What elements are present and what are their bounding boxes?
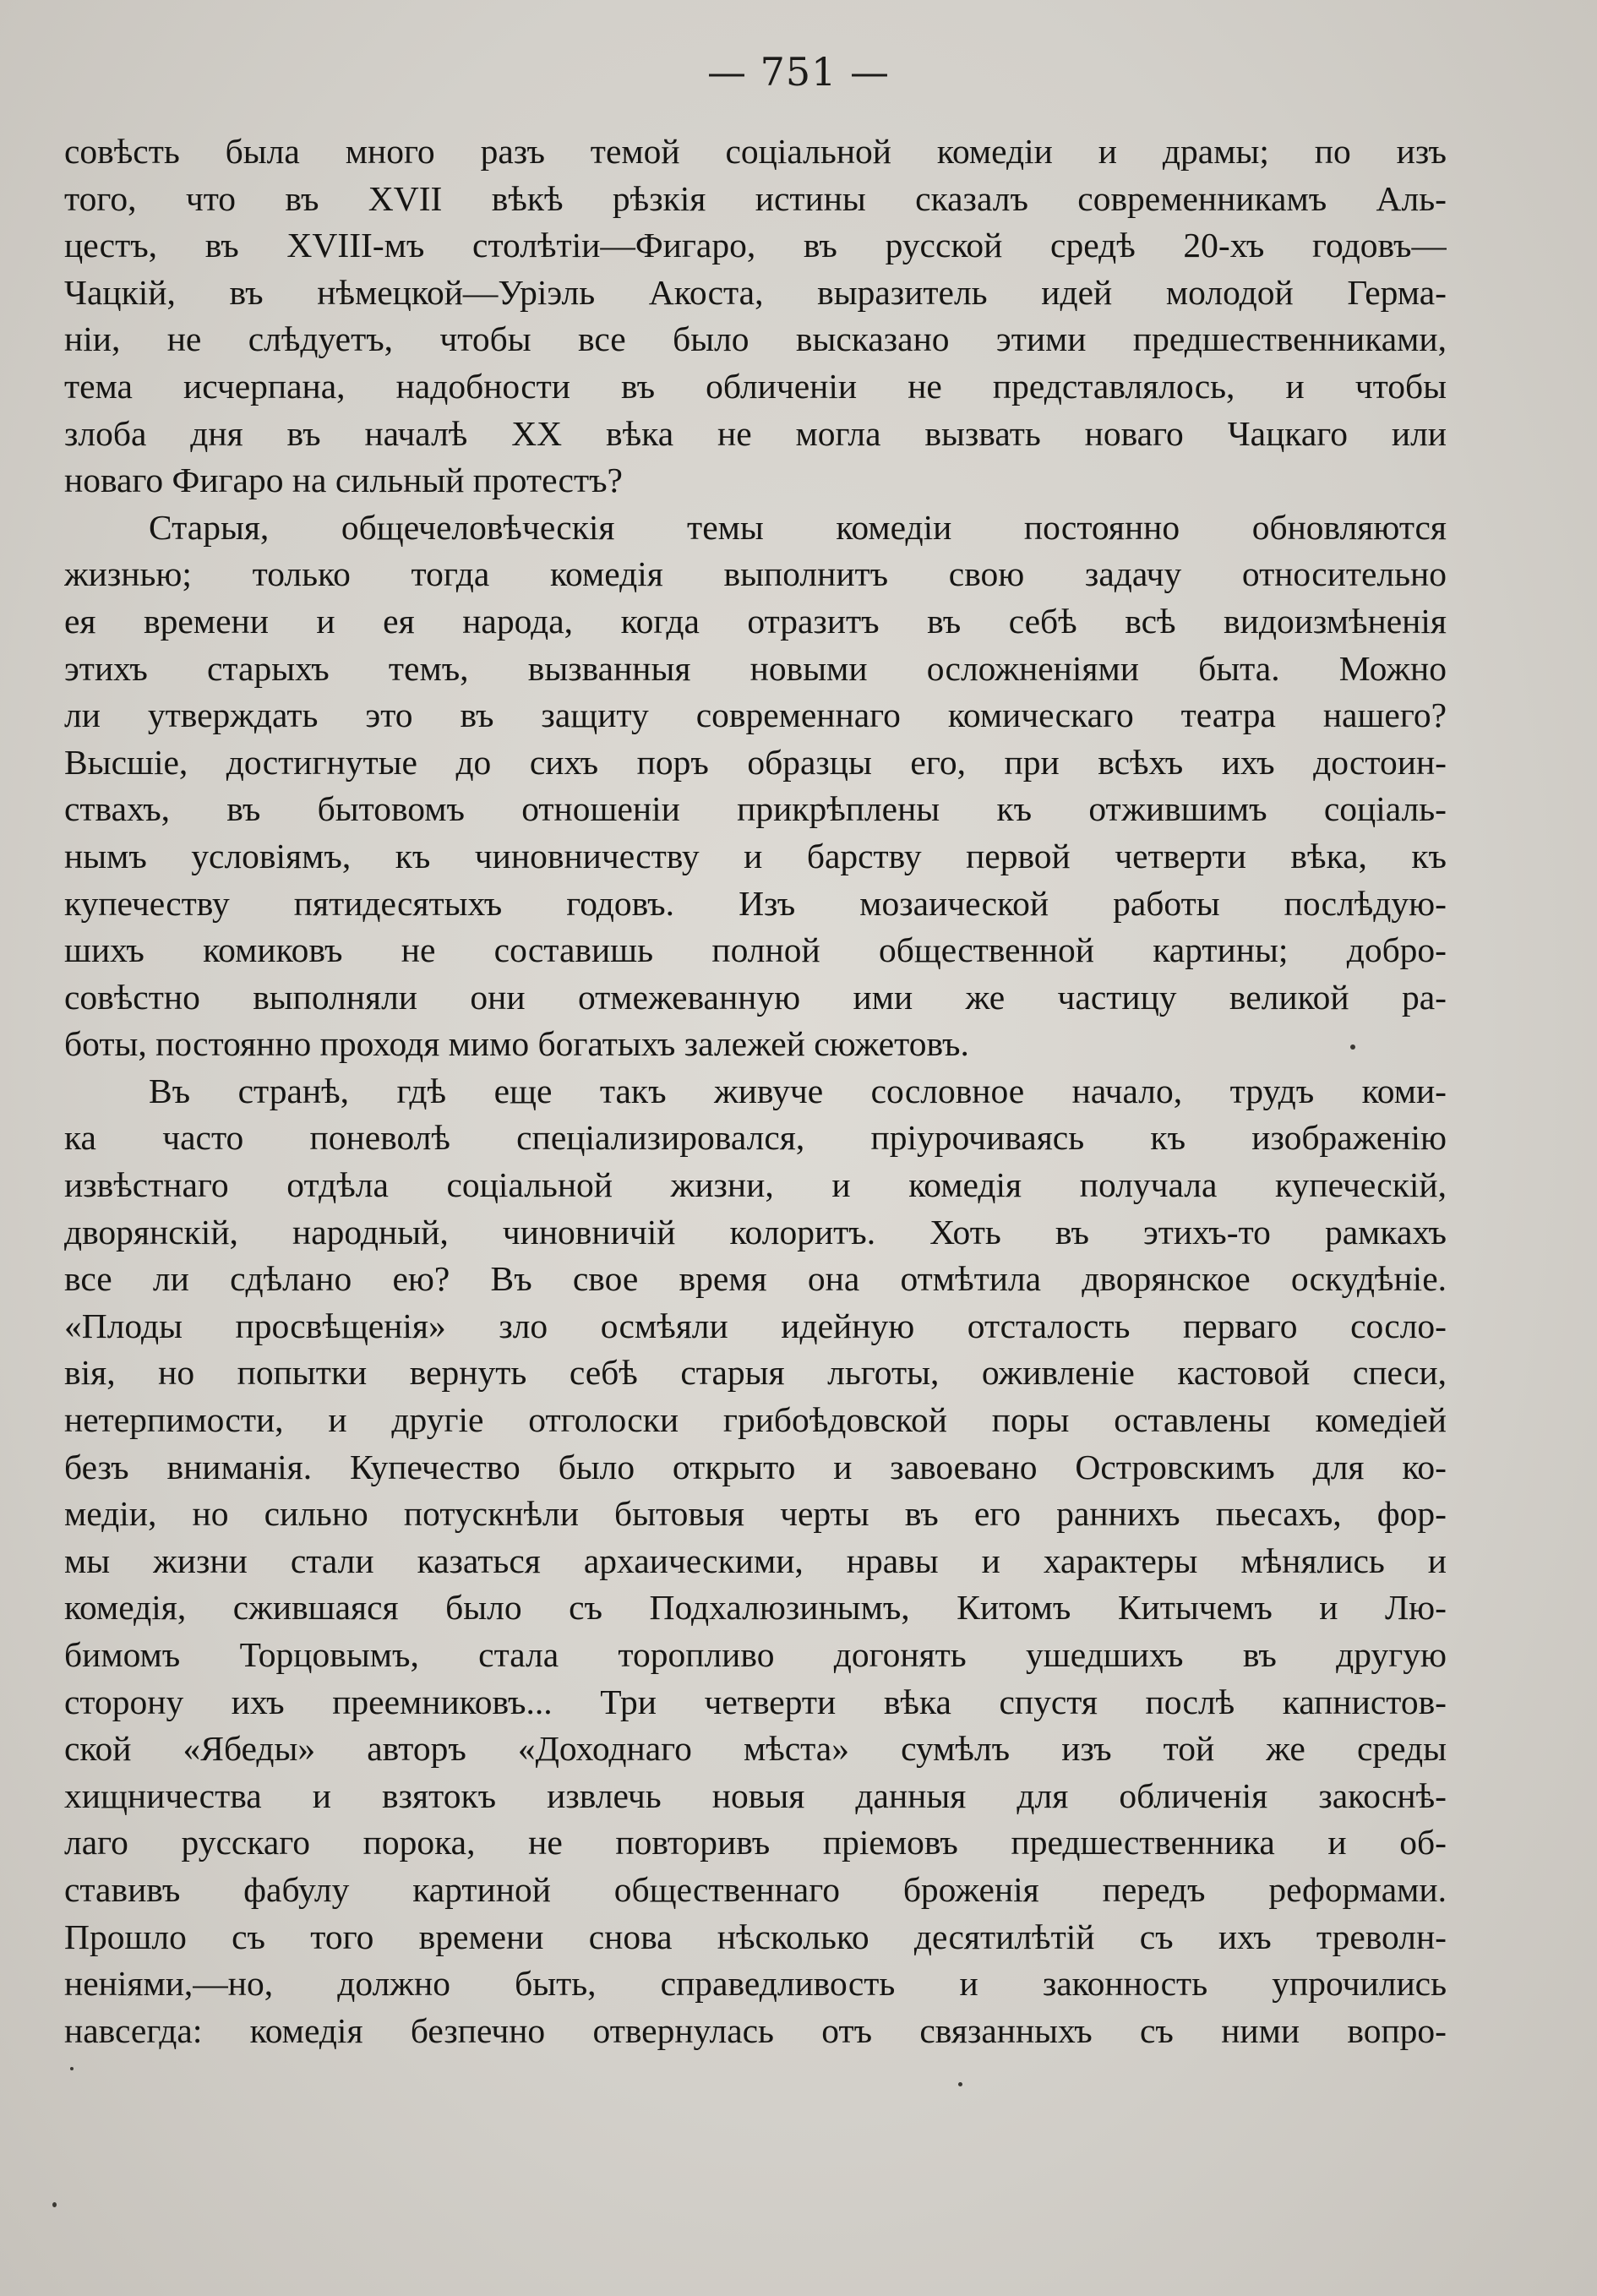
text-line: мы жизни стали казаться архаическими, нравы и характеры мѣнялись и [64,1541,1447,1580]
text-line: нымъ условіямъ, къ чиновничеству и барству первой четверти вѣка, къ [64,836,1447,875]
text-line: ли утверждать это въ защиту современнаго комическаго театра нашего? [64,695,1447,735]
text-line: купечеству пятидесятыхъ годовъ. Изъ мозаической работы послѣдую- [64,883,1447,923]
body-text [64,128,1447,2054]
text-line: «Плоды просвѣщенія» зло осмѣяли идейную отсталость перваго сосло- [64,1306,1447,1345]
text-line: бимомъ Торцовымъ, стала торопливо догонять ушедшихъ въ другую [64,1635,1447,1674]
text-line: шихъ комиковъ не составишь полной общественной картины; добро- [64,930,1447,970]
text-line: ставивъ фабулу картиной общественнаго броженія передъ реформами. [64,1869,1447,1909]
paragraph-3 [64,1068,1447,2054]
text-line: Прошло съ того времени снова нѣсколько десятилѣтій съ ихъ треволн- [64,1917,1447,1956]
text-line: Высшіе, достигнутые до сихъ поръ образцы его, при всѣхъ ихъ достоин- [64,742,1447,782]
print-speck [1350,1044,1355,1050]
text-line: совѣсть была много разъ темой соціальной комедіи и драмы; по изъ [64,132,1447,171]
text-line: злоба дня въ началѣ XX вѣка не могла вызвать новаго Чацкаго или [64,413,1447,453]
text-line: боты, постоянно проходя мимо богатыхъ залежей сюжетовъ. [64,1024,969,1064]
text-line: дворянскій, народный, чиновничій колоритъ. Хоть въ этихъ-то рамкахъ [64,1212,1447,1252]
print-speck [958,2082,962,2086]
text-line: ніи, не слѣдуетъ, чтобы все было высказано этими предшественниками, [64,319,1447,359]
text-line: безъ вниманія. Купечество было открыто и завоевано Островскимъ для ко- [64,1447,1447,1486]
text-line: навсегда: комедія безпечно отвернулась отъ связанныхъ съ ними вопро- [64,2010,1447,2050]
print-speck [52,2202,57,2207]
text-line: ствахъ, въ бытовомъ отношеніи прикрѣплены къ отжившимъ соціаль- [64,789,1447,829]
text-line: лаго русскаго порока, не повторивъ пріемовъ предшественника и об- [64,1823,1447,1862]
text-line: Въ странѣ, гдѣ еще такъ живуче сословное начало, трудъ коми- [149,1071,1447,1110]
text-line: комедія, сжившаяся было съ Подхалюзинымъ, Китомъ Китычемъ и Лю- [64,1588,1447,1628]
text-line: ка часто поневолѣ спеціализировался, пріурочиваясь къ изображенію [64,1118,1447,1158]
paragraph-2 [64,504,1447,1068]
text-line: ея времени и ея народа, когда отразитъ въ себѣ всѣ видоизмѣненія [64,601,1447,641]
text-line: этихъ старыхъ темъ, вызванныя новыми осложненіями быта. Можно [64,648,1447,688]
text-line: совѣстно выполняли они отмежеванную ими же частицу великой ра- [64,977,1447,1017]
text-line: все ли сдѣлано ею? Въ свое время она отмѣтила дворянское оскудѣніе. [64,1259,1447,1299]
page-number: — 751 — [706,49,891,95]
print-speck [70,2067,74,2070]
text-line: медіи, но сильно потускнѣли бытовыя черты въ его раннихъ пьесахъ, фор- [64,1494,1447,1534]
text-line: хищничества и взятокъ извлечь новыя данныя для обличенія закоснѣ- [64,1775,1447,1815]
text-line: неніями,—но, должно быть, справедливость и законность упрочились [64,1964,1447,2004]
text-line: сторону ихъ преемниковъ... Три четверти вѣка спустя послѣ капнистов- [64,1682,1447,1721]
text-line: извѣстнаго отдѣла соціальной жизни, и комедія получала купеческій, [64,1165,1447,1205]
text-line: ской «Ябеды» авторъ «Доходнаго мѣста» сумѣлъ изъ той же среды [64,1729,1447,1769]
paragraph-1 [64,128,1447,504]
text-line: новаго Фигаро на сильный протестъ? [64,461,623,500]
text-line: цестъ, въ XVIII-мъ столѣтіи—Фигаро, въ русской средѣ 20-хъ годовъ— [64,226,1447,265]
text-line: тема исчерпана, надобности въ обличеніи не представлялось, и чтобы [64,366,1447,406]
text-line: того, что въ XVII вѣкѣ рѣзкія истины сказалъ современникамъ Аль- [64,178,1447,218]
text-line: вія, но попытки вернуть себѣ старыя льготы, оживленіе кастовой спеси, [64,1353,1447,1393]
text-line: нетерпимости, и другіе отголоски грибоѣдовской поры оставлены комедіей [64,1400,1447,1440]
text-line: жизнью; только тогда комедія выполнитъ свою задачу относительно [64,554,1447,594]
text-line: Старыя, общечеловѣческія темы комедіи постоянно обновляются [149,507,1447,547]
text-line: Чацкій, въ нѣмецкой—Уріэль Акоста, выразитель идей молодой Герма- [64,272,1447,312]
